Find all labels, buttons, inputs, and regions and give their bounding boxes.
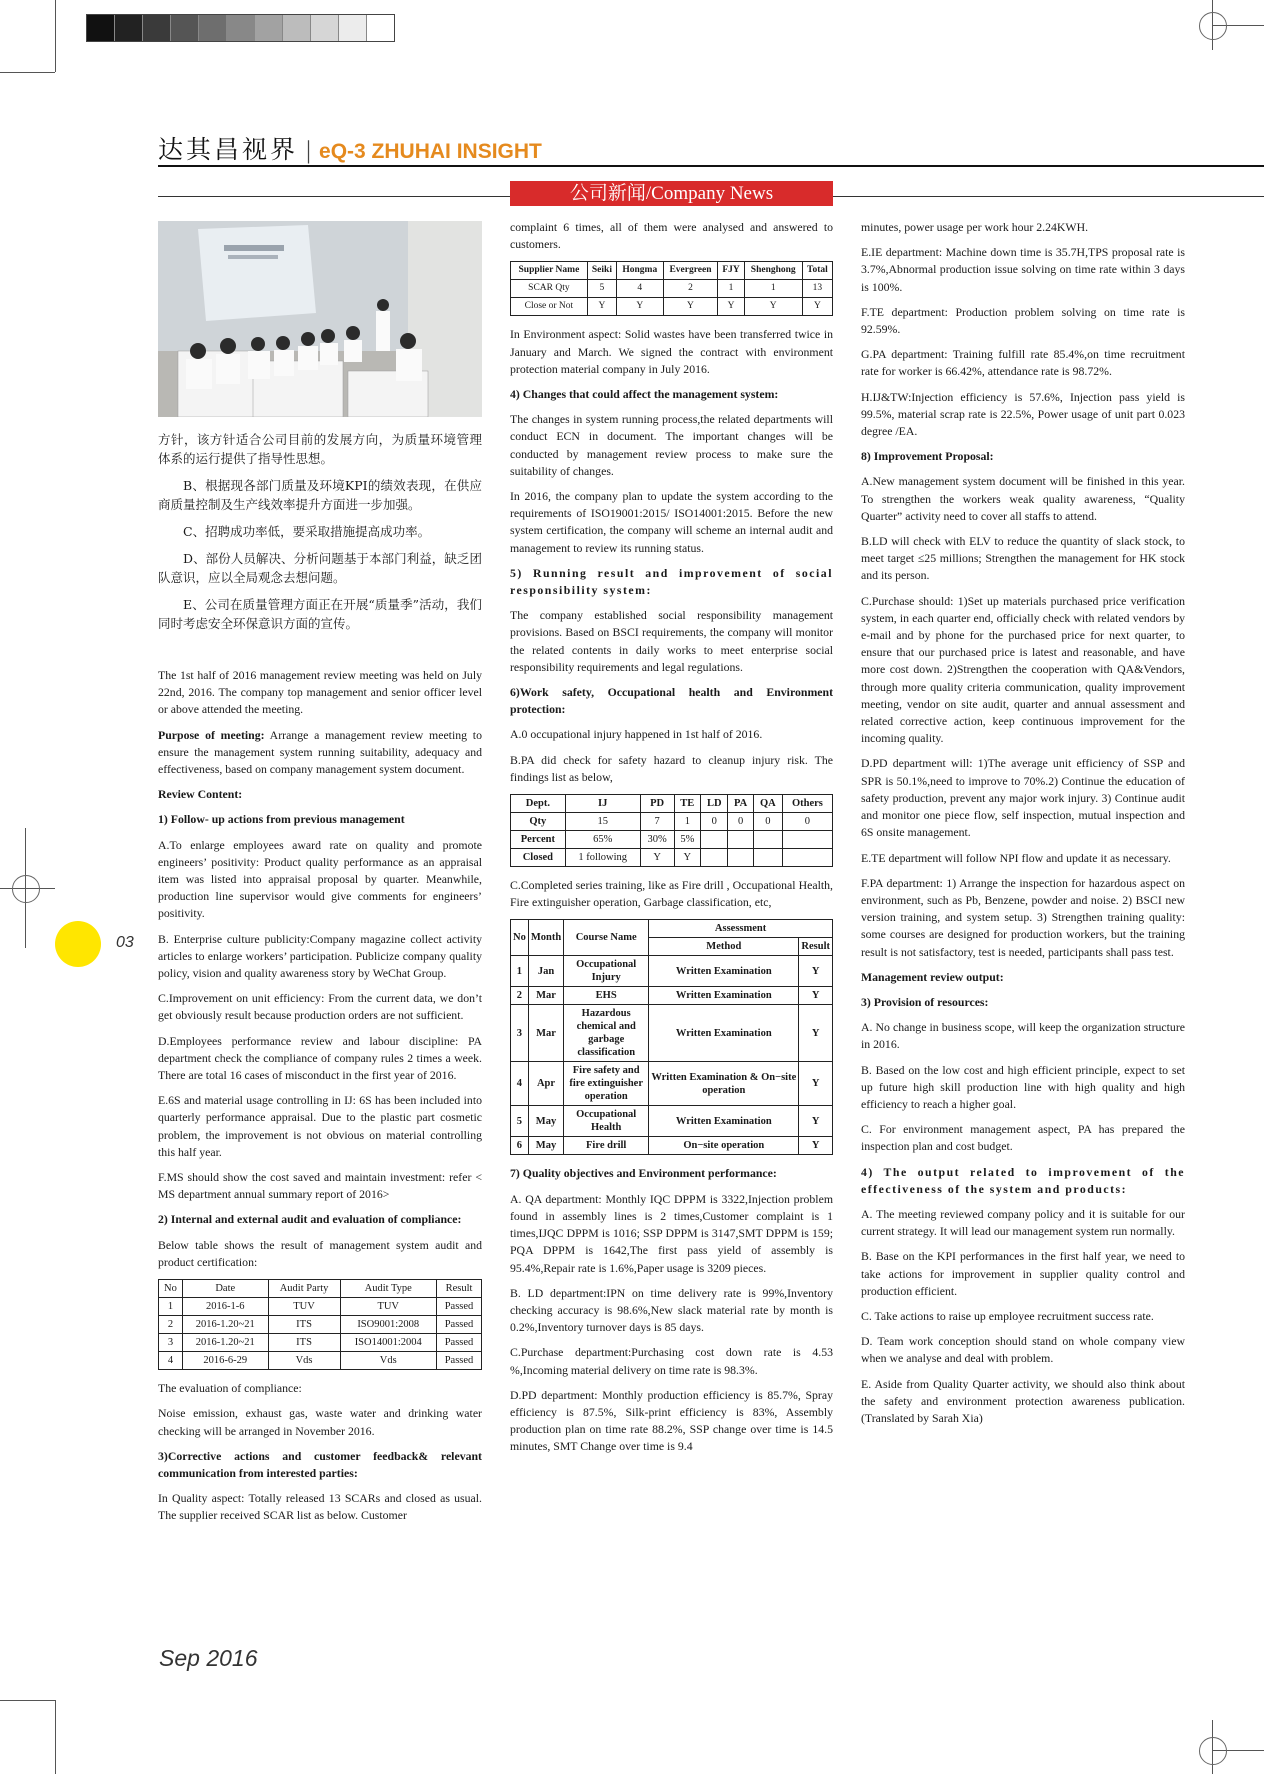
paragraph: D.Employees performance review and labour discipline: PA department check the compliance of company rules 2 times a week. There are total 16 cases of misconduct in the first year of 2016.	[158, 1033, 482, 1083]
table-cell: 4	[617, 280, 664, 298]
table-cell: Written Examination	[649, 987, 799, 1005]
table-cell: 0	[753, 813, 782, 831]
table-row	[511, 1137, 833, 1155]
paragraph: In Environment aspect: Solid wastes have been transferred twice in January and March. We signed the contract with environment protection material company in July 2016.	[510, 327, 833, 376]
table-cell: Percent	[511, 831, 566, 849]
paragraph: C. Take actions to raise up employee recruitment success rate.	[861, 1308, 1154, 1323]
table-row	[511, 987, 833, 1005]
table-cell: 4	[511, 1062, 529, 1106]
table-cell: Occupational Injury	[564, 956, 649, 987]
paragraph: A. No change in business scope, will keep the organization structure in 2016.	[861, 1020, 1185, 1052]
table-row	[159, 1334, 482, 1352]
table-cell: 65%	[565, 831, 640, 849]
table-header: PD	[640, 795, 674, 813]
crop-mark	[0, 72, 55, 73]
section-heading-8: 8) Improvement Proposal:	[861, 449, 994, 464]
table-cell: 1	[511, 956, 529, 987]
table-cell: 1	[674, 813, 701, 831]
table-header: FJY	[718, 262, 744, 280]
table-cell: Qty	[511, 813, 566, 831]
paragraph: minutes, power usage per work hour 2.24KWH.	[861, 220, 1089, 234]
table-cell: Y	[674, 849, 701, 867]
table-header: Others	[782, 795, 832, 813]
brand-zh: 达其昌视界	[158, 135, 299, 164]
table-cell: 5	[511, 1106, 529, 1137]
table-row	[511, 280, 833, 298]
table-cell: 0	[782, 813, 832, 831]
table-cell: 1	[744, 280, 802, 298]
table-header: Seiki	[587, 262, 616, 280]
table-cell: TUV	[268, 1298, 340, 1316]
table-cell: Vds	[268, 1352, 340, 1370]
table-cell: 5%	[674, 831, 701, 849]
table-header: TE	[674, 795, 701, 813]
table-cell: 1	[718, 280, 744, 298]
table-header: Method	[649, 938, 799, 956]
section-title: 公司新闻/Company News	[510, 181, 833, 206]
paragraph: F.MS should show the cost saved and maintain investment: refer < MS department annual summary report of 2016>	[158, 1170, 482, 1202]
table-header: Result	[799, 938, 833, 956]
paragraph: B. Enterprise culture publicity:Company magazine collect activity articles to enlarge workers’ participation. Publicize company quality policy, vision and quality awareness story by WeChat Group.	[158, 931, 482, 981]
table-cell: Fire safety and fire extinguisher operation	[564, 1062, 649, 1106]
paragraph: The company established social responsibility management provisions. Based on BSCI requirements, the company will monitor the related contents in daily works to meet enterprise social responsibility requirements and legal regulations.	[510, 608, 833, 674]
table-header: Supplier Name	[511, 262, 588, 280]
paragraph: A. The meeting reviewed company policy and it is suitable for our current strategy. It will lead our management system run normally.	[861, 1206, 1185, 1239]
table-cell: 1	[159, 1298, 183, 1316]
table-cell: Y	[718, 298, 744, 316]
paragraph: D. Team work conception should stand on whole company view when we analyse and deal with problem.	[861, 1334, 1185, 1366]
table-header: Hongma	[617, 262, 664, 280]
table-cell: 1 following	[565, 849, 640, 867]
table-cell: Y	[663, 298, 718, 316]
table-cell: Passed	[436, 1334, 481, 1352]
table-cell: Vds	[340, 1352, 436, 1370]
table-cell: Y	[799, 1106, 833, 1137]
section-heading-7: 7) Quality objectives and Environment performance:	[510, 1166, 777, 1181]
zh-paragraph: E、公司在质量管理方面正在开展“质量季”活动，我们同时考虑安全环保意识方面的宣传。	[158, 597, 482, 631]
section-heading-6: 6)Work safety, Occupational health and Environment protection:	[510, 685, 833, 717]
table-cell	[701, 831, 728, 849]
registration-mark	[1199, 12, 1227, 40]
table-cell: 6	[511, 1137, 529, 1155]
table-cell: 15	[565, 813, 640, 831]
paragraph: The evaluation of compliance:	[158, 1381, 302, 1396]
table-cell: Passed	[436, 1298, 481, 1316]
paragraph: G.PA department: Training fulfill rate 85.4%,on time recruitment rate for worker is 66.42%, attendance rate is 98.72%.	[861, 347, 1185, 379]
table-cell: 0	[701, 813, 728, 831]
chinese-summary	[158, 430, 482, 633]
brand-en: eQ-3 ZHUHAI INSIGHT	[319, 140, 542, 163]
paragraph: C. For environment management aspect, PA has prepared the inspection plan and cost budget.	[861, 1122, 1185, 1154]
paragraph: The changes in system running process,the related departments will conduct ECN in document. The important changes will be conducted by management review process to make sure the suitability of changes.	[510, 412, 833, 478]
table-cell: Written Examination	[649, 1106, 799, 1137]
table-row	[511, 956, 833, 987]
table-cell: 3	[511, 1005, 529, 1062]
table-cell: 2	[663, 280, 718, 298]
table-cell: On−site operation	[649, 1137, 799, 1155]
dept-findings-table	[510, 794, 833, 867]
table-cell: Written Examination	[649, 1005, 799, 1062]
table-cell: May	[528, 1137, 563, 1155]
table-cell: Y	[799, 1005, 833, 1062]
purpose-text: Arrange a management review meeting to ensure the management system running suitability, adequacy and effectiveness, based on company management system document.	[158, 727, 482, 777]
table-row	[159, 1316, 482, 1334]
header-rule	[158, 165, 1264, 167]
table-cell	[782, 849, 832, 867]
table-header: Assessment	[649, 920, 833, 938]
training-table	[510, 919, 833, 1155]
paragraph: F.TE department: Production problem solving on time rate is 92.59%.	[861, 304, 1185, 337]
table-cell: Hazardous chemical and garbage classification	[564, 1005, 649, 1062]
paragraph: D.PD department will: 1)The average unit efficiency of SSP and SPR is 50.1%,need to improve to 70%.2) Continue the education of safety production, prevent any major work injury. 3) Continue audit and monitor one piece flow, self inspection, mutual inspection and 6S onsite management.	[861, 756, 1185, 840]
table-row	[511, 1005, 833, 1062]
section-heading-3: 3)Corrective actions and customer feedback& relevant communication from interested parties:	[158, 1448, 482, 1480]
table-cell: Written Examination & On−site operation	[649, 1062, 799, 1106]
table-cell: Y	[799, 956, 833, 987]
table-cell: EHS	[564, 987, 649, 1005]
table-row	[159, 1352, 482, 1370]
output-heading: Management review output:	[861, 969, 1004, 984]
table-cell: 2	[159, 1316, 183, 1334]
paragraph: A. QA department: Monthly IQC DPPM is 3322,Injection problem found in assembly lines is 2 times,Customer complaint is 1 times,IJQC DPPM is 1016; SSP DPPM is 3147,SMT DPPM is 159; PQA DPPM is 1642,The first pass yield of assembly is 95.4%,Repair rate is 1.6%,Paper usage is 3209 pieces.	[510, 1191, 833, 1275]
table-cell: May	[528, 1106, 563, 1137]
table-cell: 5	[587, 280, 616, 298]
paragraph: C.Purchase should: 1)Set up materials purchased price verification system, in each quarter end, officially check with related vendors by e-mail and by phone for the purchased price for next quarter, to ensure that our purchased price is latest and reasonable, and have more cost down. 2)Strengthen the cooperation with QA&Vendors, through more quality criteria communication, quality improvement meeting, vendor on site audit, quarter and annual assessment and related corrective action, keep continuous improvement for the incoming quality.	[861, 593, 1185, 746]
column-1	[158, 430, 482, 1533]
brand-separator: |	[306, 137, 312, 164]
paragraph: B.LD will check with ELV to reduce the quantity of slack stock, to meet target ≤25 millions; Strengthen the management for HK stock and its person.	[861, 534, 1185, 583]
table-cell	[728, 831, 753, 849]
table-cell: Closed	[511, 849, 566, 867]
paragraph: A.To enlarge employees award rate on quality and promote engineers’ positivity: Product quality performance as an appraisal item was listed into appraisal proposal by quarter. Meanwhile, production line supervisor would give comments for engineers’ positivity.	[158, 837, 482, 921]
registration-mark	[1199, 1737, 1227, 1765]
table-cell: 2016-6-29	[182, 1352, 268, 1370]
paragraph: E.TE department will follow NPI flow and update it as necessary.	[861, 850, 1171, 865]
paragraph: A.0 occupational injury happened in 1st half of 2016.	[510, 727, 763, 742]
table-cell: Y	[802, 298, 832, 316]
table-row	[511, 831, 833, 849]
table-cell: 4	[159, 1352, 183, 1370]
table-cell: 2	[511, 987, 529, 1005]
paragraph: C.Purchase department:Purchasing cost down rate is 4.53 %,Incoming material delivery on time rate is 98.3%.	[510, 1345, 833, 1377]
issue-date: Sep 2016	[159, 1645, 258, 1671]
section-heading-4: 4) Changes that could affect the management system:	[510, 387, 779, 402]
table-cell	[728, 849, 753, 867]
scar-table	[510, 261, 833, 316]
table-cell: TUV	[340, 1298, 436, 1316]
paragraph: F.PA department: 1) Arrange the inspection for hazardous aspect on environment, such as Pb, Benzene, powder and noise. 2) BSCI new version training, and system setup. 3) Strengthen training quality: some courses are designed for production workers, but the training result is not satisfactory, test is needed, participants shall pass test.	[861, 875, 1185, 959]
table-cell: Mar	[528, 987, 563, 1005]
table-cell: Fire drill	[564, 1137, 649, 1155]
crop-mark	[55, 1700, 56, 1774]
table-row	[511, 1062, 833, 1106]
table-cell: 3	[159, 1334, 183, 1352]
table-header: Total	[802, 262, 832, 280]
paragraph: E.IE department: Machine down time is 35.7H,TPS proposal rate is 3.7%,Abnormal production issue solving on time rate within 3 days is 100%.	[861, 245, 1185, 294]
table-row	[511, 1106, 833, 1137]
crop-mark	[55, 0, 56, 72]
paragraph: B. Based on the low cost and high efficient principle, expect to set up future high skill production line with high quality and high efficiency to reach a higher goal.	[861, 1062, 1185, 1111]
table-cell: Passed	[436, 1352, 481, 1370]
table-header: PA	[728, 795, 753, 813]
table-header: Course Name	[564, 920, 649, 956]
zh-paragraph: 方针，该方针适合公司目前的发展方向，为质量环境管理体系的运行提供了指导性思想。	[158, 432, 482, 466]
table-header: Shenghong	[744, 262, 802, 280]
zh-paragraph: D、部份人员解决、分析问题基于本部门利益，缺乏团队意识，应以全局观念去想问题。	[158, 551, 482, 585]
color-calibration-bar	[86, 14, 395, 42]
paragraph: Below table shows the result of management system audit and product certification:	[158, 1237, 482, 1269]
table-cell: 7	[640, 813, 674, 831]
table-row	[511, 813, 833, 831]
registration-mark	[12, 875, 40, 903]
column-3	[861, 219, 1185, 1435]
page-number: 03	[116, 934, 134, 951]
paragraph: B. LD department:IPN on time delivery rate is 99%,Inventory checking accuracy is 98.6%,New slack material rate by month is 0.2%,Inventory turnover days is 85 days.	[510, 1285, 833, 1335]
review-content-heading: Review Content:	[158, 787, 243, 802]
paragraph: D.PD department: Monthly production efficiency is 85.7%, Spray efficiency is 87.5%, Silk-print efficiency is 83%, Assembly production plan on time rate 88.2%, SSP change over time is 14.5 minutes, SMT Change over time is 9.4	[510, 1387, 833, 1454]
provision-heading: 3) Provision of resources:	[861, 994, 989, 1009]
table-header: No	[511, 920, 529, 956]
table-cell	[753, 831, 782, 849]
paragraph: Noise emission, exhaust gas, waste water and drinking water checking will be arranged in November 2016.	[158, 1406, 482, 1438]
table-header: Audit Party	[268, 1280, 340, 1298]
section-heading-2: 2) Internal and external audit and evaluation of compliance:	[158, 1212, 462, 1227]
table-cell: 30%	[640, 831, 674, 849]
table-cell: ISO9001:2008	[340, 1316, 436, 1334]
zh-paragraph: C、招聘成功率低，要采取措施提高成功率。	[183, 524, 431, 539]
crop-mark	[0, 1700, 55, 1701]
table-cell: Mar	[528, 1005, 563, 1062]
table-cell: 2016-1-6	[182, 1298, 268, 1316]
table-cell: Jan	[528, 956, 563, 987]
page-marker-dot	[55, 921, 101, 967]
table-cell: Passed	[436, 1316, 481, 1334]
purpose-label: Purpose of meeting:	[158, 727, 265, 742]
table-cell	[782, 831, 832, 849]
paragraph: A.New management system document will be finished in this year. To strengthen the workers weak quality awareness, “Quality Quarter” activity need to cover all staffs to attend.	[861, 474, 1185, 523]
intro-paragraph: The 1st half of 2016 management review meeting was held on July 22nd, 2016. The company top management and senior officer level or above attended the meeting.	[158, 668, 482, 717]
table-cell: Close or Not	[511, 298, 588, 316]
table-cell: Y	[617, 298, 664, 316]
section-heading-5: 5) Running result and improvement of social responsibility system:	[510, 565, 833, 598]
paragraph: In 2016, the company plan to update the system according to the requirements of ISO19001:2015/ ISO14001:2015. Before the new system certification, the company will scheme an internal audit and management to review its running status.	[510, 489, 833, 555]
table-header: Month	[528, 920, 563, 956]
table-cell: Y	[640, 849, 674, 867]
table-cell: 2016-1.20~21	[182, 1316, 268, 1334]
table-cell: SCAR Qty	[511, 280, 588, 298]
table-cell: Written Examination	[649, 956, 799, 987]
zh-paragraph: B、根据现各部门质量及环境KPI的绩效表现，在供应商质量控制及生产线效率提升方面进一步加强。	[158, 478, 482, 512]
table-header: Audit Type	[340, 1280, 436, 1298]
table-cell: ISO14001:2004	[340, 1334, 436, 1352]
paragraph: E. Aside from Quality Quarter activity, we should also think about the safety and environment protection awareness publication.(Translated by Sarah Xia)	[861, 1376, 1185, 1425]
table-header: Dept.	[511, 795, 566, 813]
table-cell	[753, 849, 782, 867]
masthead	[158, 130, 542, 166]
paragraph: B. Base on the KPI performances in the first half year, we need to take actions for improvement in supplier quality control and production efficient.	[861, 1249, 1185, 1298]
table-row	[511, 849, 833, 867]
table-header: No	[159, 1280, 183, 1298]
paragraph: B.PA did check for safety hazard to cleanup injury risk. The findings list as below,	[510, 752, 833, 784]
paragraph: complaint 6 times, all of them were analysed and answered to customers.	[510, 220, 833, 252]
purpose-paragraph	[158, 727, 482, 779]
paragraph: E.6S and material usage controlling in IJ: 6S has been included into quarterly performance appraisal. Due to the plastic part cosmetic problem, the improvement is not obvious on material controlling this half year.	[158, 1093, 482, 1159]
table-cell: 2016-1.20~21	[182, 1334, 268, 1352]
table-header: QA	[753, 795, 782, 813]
table-cell: 0	[728, 813, 753, 831]
table-row	[511, 298, 833, 316]
table-cell: Y	[587, 298, 616, 316]
table-cell: Apr	[528, 1062, 563, 1106]
paragraph: In Quality aspect: Totally released 13 SCARs and closed as usual. The supplier received SCAR list as below. Customer	[158, 1491, 482, 1523]
paragraph: C.Improvement on unit efficiency: From the current data, we don’t get obviously result because production orders are not sufficient.	[158, 991, 482, 1023]
output-improvement-heading: 4) The output related to improvement of the effectiveness of the system and products:	[861, 1164, 1185, 1196]
table-cell: Y	[799, 987, 833, 1005]
table-cell: ITS	[268, 1334, 340, 1352]
table-cell: 13	[802, 280, 832, 298]
paragraph: C.Completed series training, like as Fire drill , Occupational Health, Fire extinguisher operation, Garbage classification, etc,	[510, 878, 833, 910]
table-cell: Y	[799, 1137, 833, 1155]
table-header: IJ	[565, 795, 640, 813]
meeting-photo	[158, 221, 482, 417]
table-header: Result	[436, 1280, 481, 1298]
column-2	[510, 219, 833, 1464]
section-heading-1: 1) Follow- up actions from previous management	[158, 812, 405, 827]
table-cell: Y	[744, 298, 802, 316]
table-header: Date	[182, 1280, 268, 1298]
table-cell: Occupational Health	[564, 1106, 649, 1137]
table-cell: ITS	[268, 1316, 340, 1334]
table-row	[159, 1298, 482, 1316]
audit-table	[158, 1279, 482, 1370]
table-header: Evergreen	[663, 262, 718, 280]
table-header: LD	[701, 795, 728, 813]
table-cell: Y	[799, 1062, 833, 1106]
paragraph: H.IJ&TW:Injection efficiency is 57.6%, Injection pass yield is 99.5%, material scrap rate is 22.5%, Power usage of unit part 0.023 degree /EA.	[861, 389, 1185, 439]
table-cell	[701, 849, 728, 867]
